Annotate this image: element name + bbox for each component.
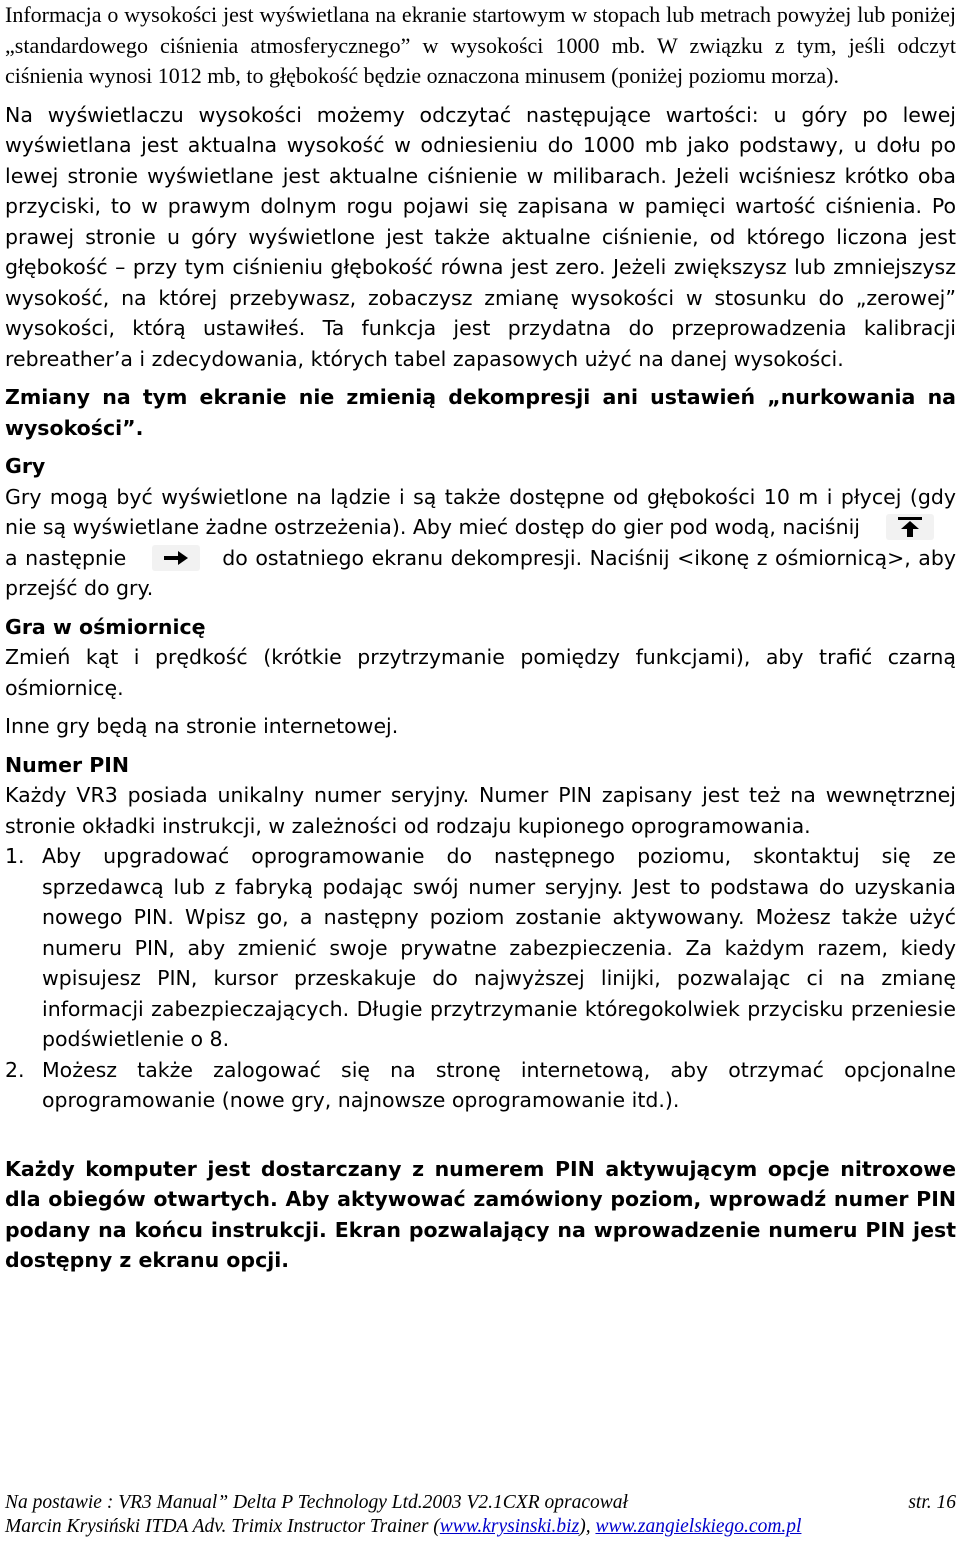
altitude-display-paragraph: Na wyświetlaczu wysokości możemy odczytać następujące wartości: u góry po lewej wyświetlana jest aktualna wysokość w odniesieniu do 1000 mb jako podstawy, u dołu po lewej stronie wyświetlane jest aktualne ciśnienie w milibarach. Jeżeli wciśniesz krótko oba przyciski, to w prawym dolnym rogu pojawi się zapisana w pamięci wartość ciśnienia. Po prawej stronie u góry wyświetlone jest także aktualne ciśnienie, od którego liczona jest głębokość – przy tym ciśnieniu głębokość równa jest zero. Jeżeli zwiększysz lub zmniejszysz wysokość, na której przebywasz, zobaczysz zmianę wysokości w stosunku do „zerowej” wysokości, którą ustawiłeś. Ta funkcja jest przydatna do przeprowadzenia kalibracji rebreather’a i zdecydowania, których tabel zapasowych użyć na danej wysokości. [5,102,956,371]
footer-line-1 [5,1491,956,1515]
list-item-number: 1. [5,844,25,868]
link-zangielskiego[interactable]: www.zangielskiego.com.pl [595,1516,802,1537]
octopus-heading: Gra w ośmiornicę [5,614,206,639]
footer-author-text: Marcin Krysiński ITDA Adv. Trimix Instructor Trainer ( [5,1516,440,1537]
link-krysinski[interactable]: www.krysinski.biz [439,1516,580,1537]
other-games-paragraph: Inne gry będą na stronie internetowej. [5,714,399,738]
intro-paragraph: Informacja o wysokości jest wyświetlana na ekranie startowym w stopach lub metrach powyżej lub poniżej „standardowego ciśnienia atmosferycznego” w wysokości 1000 mb. W związku z tym, jeśli odczyt ciśnienia wynosi 1012 mb, to głębokość będzie oznaczona minusem (poniżej poziomu morza). [5,2,956,88]
pin-heading: Numer PIN [5,752,130,777]
games-text-1: Gry mogą być wyświetlone na lądzie i są także dostępne od głębokości 10 m i płycej (gdy nie są wyświetlane żadne ostrzeżenia). Aby mieć dostęp do gier pod wodą, naciśnij [5,484,956,539]
games-heading: Gry [5,454,46,478]
games-paragraph [5,482,956,604]
list-item-text: Możesz także zalogować się na stronę internetową, aby otrzymać opcjonalne oprogramowanie (nowe gry, najnowsze oprogramowanie itd.). [42,1057,956,1112]
arrow-up-to-bar-icon [886,514,934,540]
arrow-right-icon [152,545,200,571]
footer-line-2 [5,1515,956,1539]
octopus-paragraph: Zmień kąt i prędkość (krótkie przytrzymanie pomiędzy funkcjami), aby trafić czarną ośmiornicę. [5,645,956,700]
footer-author [5,1515,801,1539]
list-item [5,841,956,1055]
pin-bold-note: Każdy komputer jest dostarczany z numerem PIN aktywującym opcje nitroxowe dla obiegów otwartych. Aby aktywować zamówiony poziom, wprowadź numer PIN podany na końcu instrukcji. Ekran pozwalający na wprowadzenie numeru PIN jest dostępny z ekranu opcji. [5,1156,956,1272]
games-text-2: a następnie [5,545,127,570]
list-item [5,1055,956,1116]
footer-separator: ), [579,1516,596,1537]
games-text-3: do ostatniego ekranu dekompresji. Naciśnij <ikonę z ośmiornicą>, aby przejść do gry. [5,545,956,600]
list-item-text: Aby upgradować oprogramowanie do następnego poziomu, skontaktuj się ze sprzedawcą lub z fabryką podając swój numer seryjny. Jest to podstawa do uzyskania nowego PIN. Wpisz go, a następny poziom zostanie aktywowany. Możesz także użyć numeru PIN, aby zmienić swoje prywatne zabezpieczenia. Za każdym razem, kiedy wpisujesz PIN, kursor przeskakuje do najwyższej linijki, pozwalając ci na zmianę informacji zabezpieczających. Długie przytrzymanie któregokolwiek przycisku przeniesie podświetlenie o 8. [42,844,956,1051]
document-page [5,0,956,1276]
pin-paragraph: Każdy VR3 posiada unikalny numer seryjny. Numer PIN zapisany jest też na wewnętrznej stronie okładki instrukcji, w zależności od rodzaju kupionego oprogramowania. [5,783,956,838]
page-footer [5,1491,956,1539]
list-item-number: 2. [5,1057,25,1082]
pin-list [5,841,956,1116]
page-number: str. 16 [908,1492,956,1513]
footer-source: Na postawie : VR3 Manual” Delta P Technology Ltd.2003 V2.1CXR opracował [5,1492,628,1513]
warning-note: Zmiany na tym ekranie nie zmienią dekompresji ani ustawień „nurkowania na wysokości”. [5,385,956,440]
